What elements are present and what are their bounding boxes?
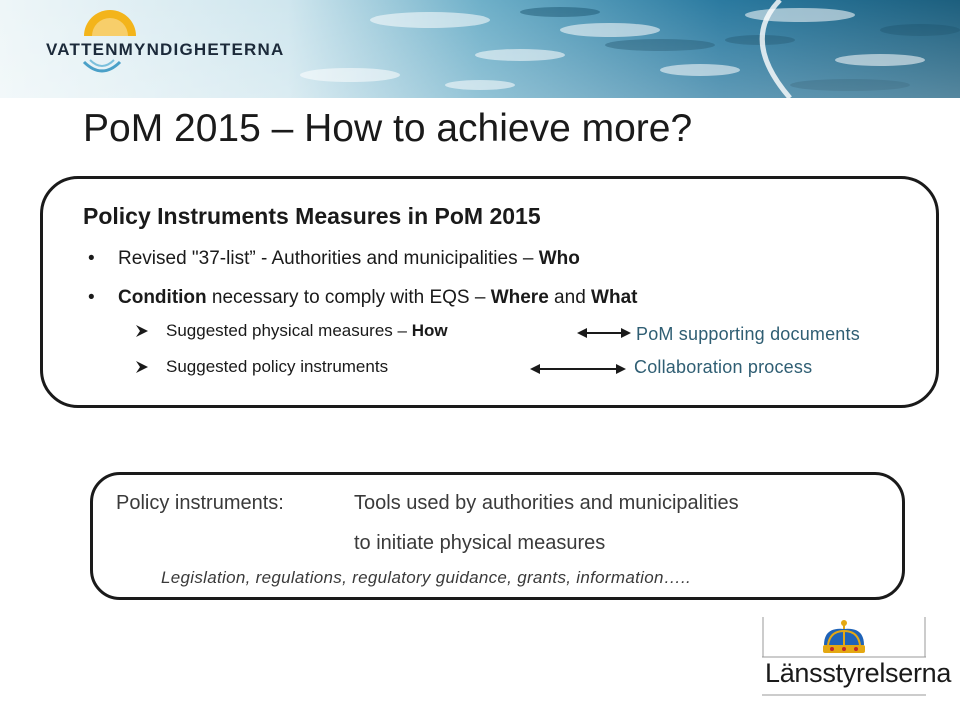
- bullet-text: necessary to comply with EQS –: [206, 287, 491, 308]
- bullet-dot: •: [88, 287, 95, 308]
- arrowhead-bullet-icon: [134, 323, 150, 339]
- sub-bullet-text: Suggested policy instruments: [166, 357, 389, 376]
- bullet-text: Revised "37-list” - Authorities and municipalities –: [118, 248, 539, 269]
- header-banner: [0, 0, 960, 98]
- lansstyrelserna-logo-text: Länsstyrelserna: [765, 658, 952, 688]
- bullet-bold-where: Where: [490, 287, 549, 308]
- brand-logo-text: VATTENMYNDIGHETERNA: [46, 40, 285, 59]
- sub-bullet-policy-instruments: [166, 357, 388, 377]
- crown-icon: [818, 619, 870, 659]
- definition-label: Policy instruments:: [116, 492, 284, 514]
- double-arrow-icon: [530, 362, 626, 376]
- sub-bullet-bold-how: How: [411, 321, 448, 340]
- link-pom-supporting-documents: PoM supporting documents: [636, 324, 860, 344]
- sub-bullet-physical-measures: [166, 321, 448, 341]
- bullet-condition: [118, 287, 637, 309]
- bullet-dot: •: [88, 248, 95, 269]
- box-heading: Policy Instruments Measures in PoM 2015: [83, 203, 541, 229]
- bullet-bold-who: Who: [538, 248, 580, 269]
- double-arrow-icon: [577, 326, 631, 340]
- bullet-text: and: [548, 287, 592, 308]
- bullet-revised-list: [118, 248, 580, 270]
- definition-line-2: to initiate physical measures: [354, 532, 606, 554]
- slide-title: PoM 2015 – How to achieve more?: [83, 107, 693, 150]
- sub-bullet-text: Suggested physical measures –: [166, 321, 412, 340]
- link-collaboration-process: Collaboration process: [634, 357, 813, 377]
- definition-examples: Legislation, regulations, regulatory guidance, grants, information…..: [161, 568, 692, 587]
- water-wave-logo-icon: [82, 58, 122, 78]
- definition-line-1: Tools used by authorities and municipalities: [354, 492, 739, 514]
- bullet-bold-condition: Condition: [118, 287, 207, 308]
- arrowhead-bullet-icon: [134, 359, 150, 375]
- bullet-bold-what: What: [591, 287, 638, 308]
- sun-logo-icon: [80, 2, 140, 38]
